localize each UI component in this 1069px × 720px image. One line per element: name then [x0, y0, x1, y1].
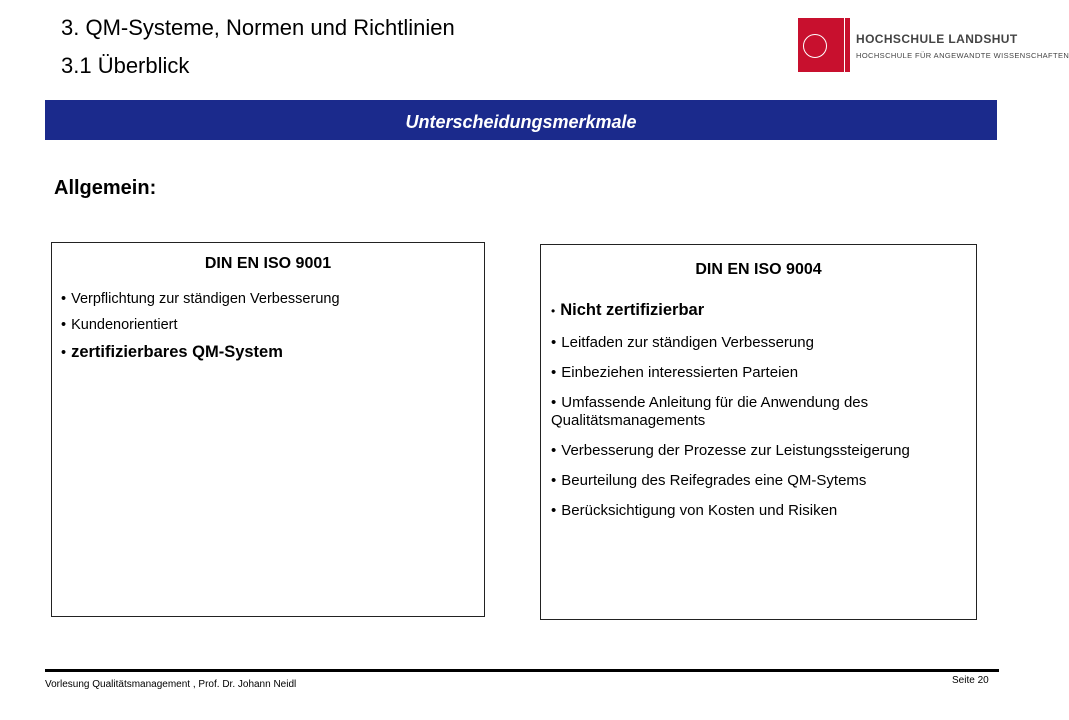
list-item	[551, 301, 964, 320]
bullet-icon: •	[551, 442, 557, 459]
list-item-text: Leitfaden zur ständigen Verbesserung	[561, 334, 814, 351]
bullet-icon: •	[61, 345, 67, 361]
list-item	[61, 291, 484, 307]
footer-divider	[45, 669, 999, 672]
logo-bar	[845, 18, 850, 72]
list-item-text: Beurteilung des Reifegrades eine QM-Sytems	[561, 472, 867, 489]
bullet-icon: •	[551, 502, 557, 519]
list-item	[551, 334, 964, 352]
section-heading: Allgemein:	[54, 177, 157, 199]
list-item	[551, 442, 964, 460]
slide-subtitle: 3.1 Überblick	[61, 53, 190, 78]
list-item	[551, 394, 964, 430]
logo-name: HOCHSCHULE LANDSHUT	[856, 32, 1018, 46]
slide-title: 3. QM-Systeme, Normen und Richtlinien	[61, 15, 455, 40]
box-title: DIN EN ISO 9004	[695, 261, 822, 278]
logo-tagline: HOCHSCHULE FÜR ANGEWANDTE WISSENSCHAFTEN	[856, 51, 1069, 60]
list-item-text: Berücksichtigung von Kosten und Risiken	[561, 502, 838, 519]
bullet-icon: •	[551, 394, 557, 411]
bullet-icon: •	[61, 291, 67, 307]
list-item-text: Kundenorientiert	[71, 317, 178, 333]
logo-seal-icon	[803, 34, 827, 58]
logo-emblem	[798, 18, 844, 72]
box-iso-9001	[51, 242, 485, 617]
box-iso-9004	[540, 244, 977, 620]
bullet-icon: •	[61, 317, 67, 333]
bullet-icon: •	[551, 304, 556, 318]
bullet-list	[61, 291, 484, 362]
box-title: DIN EN ISO 9001	[204, 255, 332, 272]
bullet-icon: •	[551, 364, 557, 381]
footer-lecture: Vorlesung Qualitätsmanagement , Prof. Dr. Johann Neidl	[45, 679, 297, 690]
university-logo	[798, 18, 1069, 72]
footer-page-number: Seite 20	[952, 675, 989, 686]
section-banner: Unterscheidungsmerkmale	[45, 100, 997, 140]
list-item-text: Verbesserung der Prozesse zur Leistungssteigerung	[561, 442, 910, 459]
list-item	[61, 343, 484, 362]
list-item-text: Einbeziehen interessierten Parteien	[561, 364, 799, 381]
bullet-icon: •	[551, 334, 557, 351]
bullet-icon: •	[551, 472, 557, 489]
list-item	[551, 472, 964, 490]
list-item-text: Nicht zertifizierbar	[560, 301, 705, 319]
list-item	[551, 364, 964, 382]
list-item	[551, 502, 964, 520]
list-item-text: Umfassende Anleitung für die Anwendung des Qualitätsmanagements	[551, 394, 869, 429]
list-item-text: zertifizierbares QM-System	[71, 343, 283, 361]
bullet-list	[551, 301, 964, 520]
list-item	[61, 317, 484, 333]
list-item-text: Verpflichtung zur ständigen Verbesserung	[71, 291, 340, 307]
